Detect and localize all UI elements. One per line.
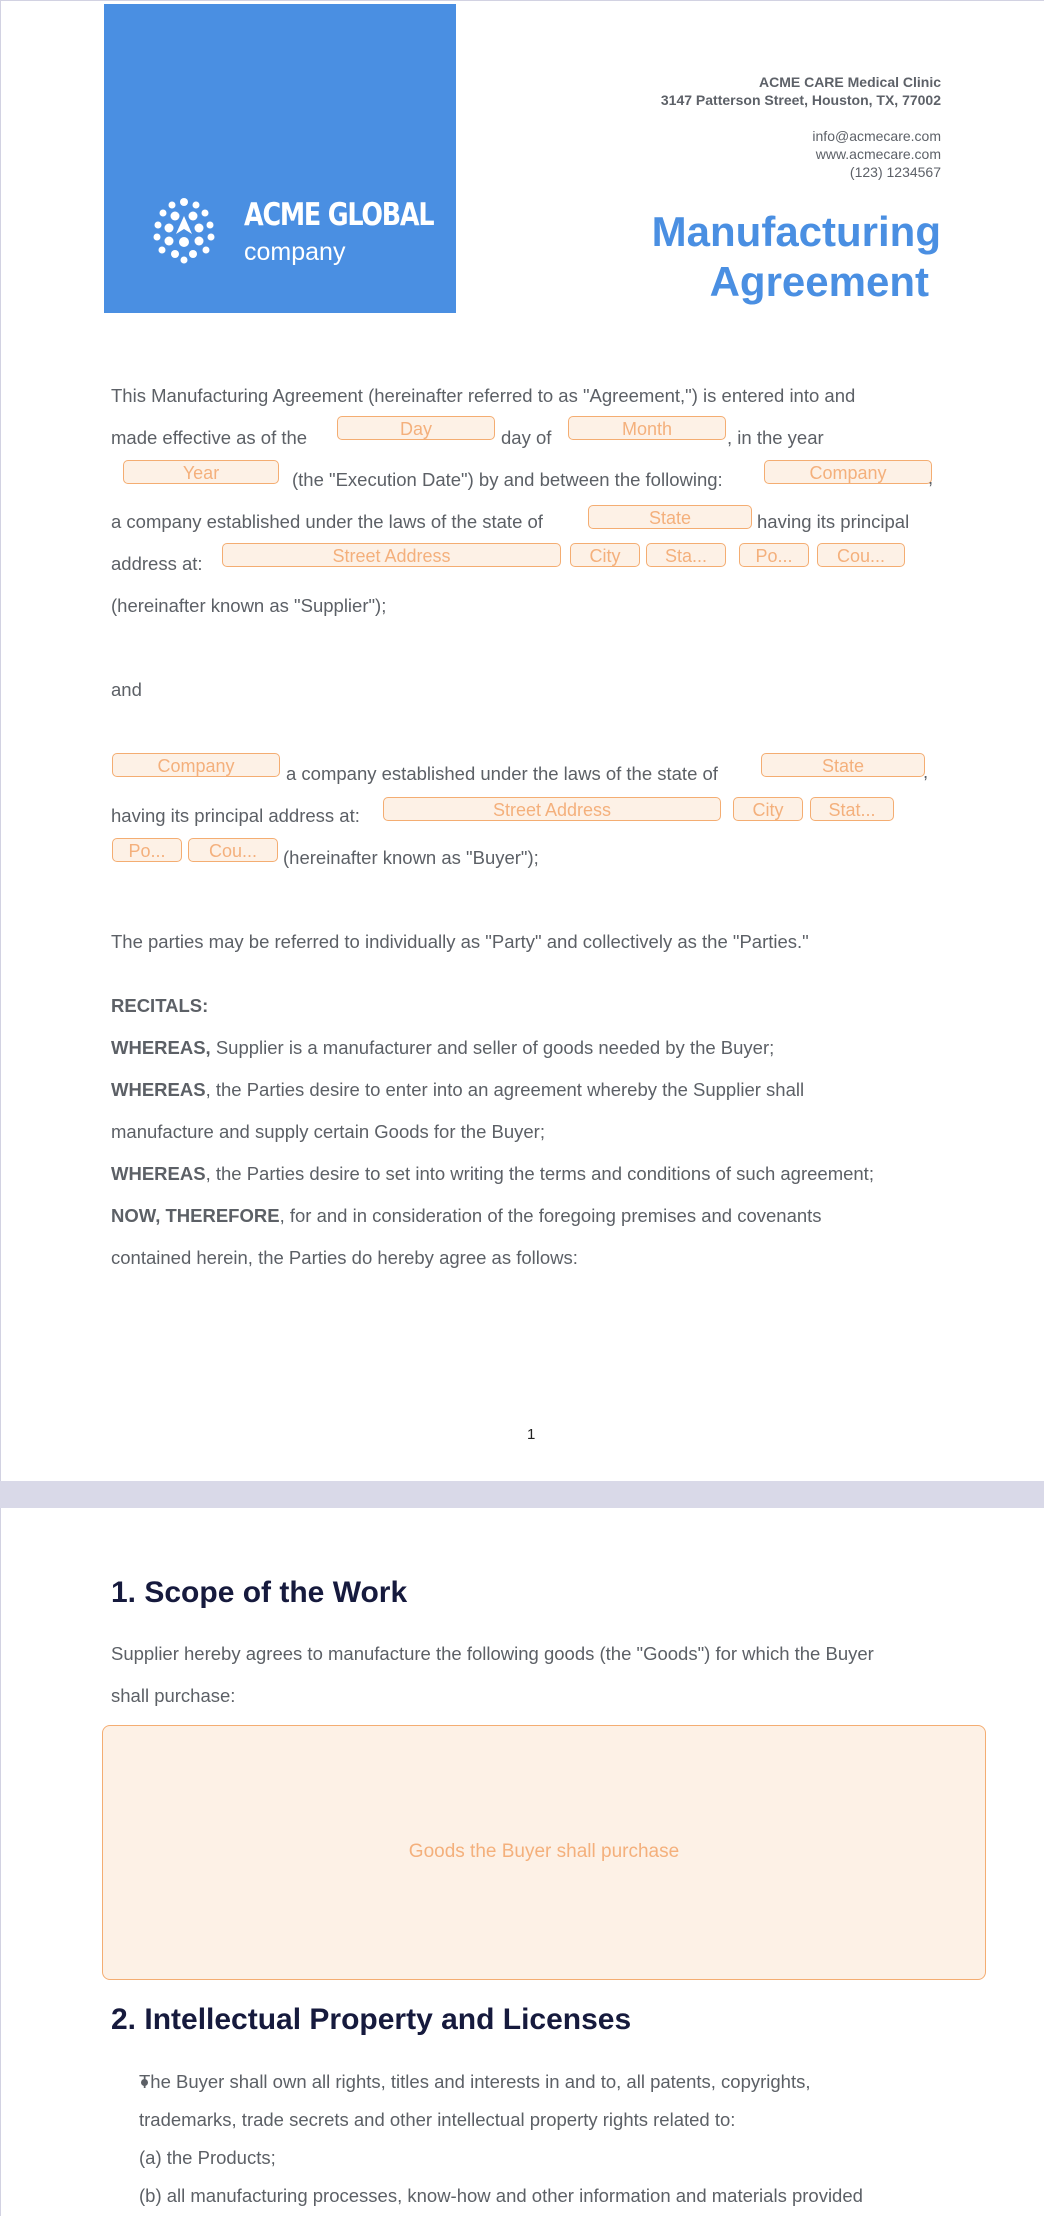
clinic-name: ACME CARE Medical Clinic [758, 74, 941, 90]
recital-now-text: , for and in consideration of the foregoing premises and covenants [279, 1205, 822, 1226]
buyer-line-3a: (hereinafter known as "Buyer"); [283, 847, 539, 868]
parties-text: The parties may be referred to individually as "Party" and collectively as the "Parties." [111, 931, 809, 952]
recital-now-sep: , [155, 1205, 166, 1226]
buyer-country-field[interactable]: Cou... [188, 838, 278, 862]
contact-website[interactable]: www.acmecare.com [815, 146, 941, 162]
title-line-1: Manufacturing [651, 208, 941, 255]
intro-line-1: This Manufacturing Agreement (hereinafter referred to as "Agreement,") is entered into and [111, 385, 856, 406]
recital-now-cont: contained herein, the Parties do hereby agree as follows: [111, 1247, 578, 1268]
brand-name: ACME GLOBAL [244, 197, 434, 233]
recital-3-lead: WHEREAS [111, 1163, 206, 1184]
recital-2-text: , the Parties desire to enter into an agreement whereby the Supplier shall [205, 1079, 805, 1100]
intro-line-2a: made effective as of the [111, 427, 308, 448]
supplier-state-short-field[interactable]: Sta... [646, 543, 726, 567]
intro-line-3b: , [928, 467, 934, 488]
buyer-city-field[interactable]: City [733, 797, 803, 821]
month-field[interactable]: Month [568, 416, 726, 440]
goods-textarea[interactable] [102, 1725, 986, 1980]
recital-1 [111, 1037, 774, 1059]
clinic-address: 3147 Patterson Street, Houston, TX, 77002 [660, 92, 941, 108]
brand-block [104, 4, 456, 313]
buyer-postal-field[interactable]: Po... [112, 838, 182, 862]
section-2-bullet-1-cont: trademarks, trade secrets and other intellectual property rights related to: [139, 2109, 736, 2130]
intro-line-5a: address at: [111, 553, 203, 574]
buyer-state-field[interactable]: State [761, 753, 925, 777]
buyer-company-field[interactable]: Company [112, 753, 280, 777]
recitals-heading: RECITALS: [111, 995, 209, 1016]
section-2-bullet-1: The Buyer shall own all rights, titles and interests in and to, all patents, copyrights, [139, 2071, 811, 2092]
buyer-street-field[interactable]: Street Address [383, 797, 721, 821]
section-1-text-1: Supplier hereby agrees to manufacture the following goods (the "Goods") for which the Buyer [111, 1643, 874, 1664]
recital-now [111, 1205, 822, 1227]
contact-phone: (123) 1234567 [849, 164, 941, 180]
recital-1-lead: WHEREAS, [111, 1037, 211, 1058]
supplier-city-field[interactable]: City [570, 543, 640, 567]
intro-line-6: (hereinafter known as "Supplier"); [111, 595, 387, 616]
document-page-2 [0, 1508, 1044, 2216]
contact-email[interactable]: info@acmecare.com [812, 128, 941, 144]
recital-1-text: Supplier is a manufacturer and seller of goods needed by the Buyer; [210, 1037, 775, 1058]
supplier-street-field[interactable]: Street Address [222, 543, 561, 567]
section-2-item-a: (a) the Products; [139, 2147, 276, 2168]
section-2-item-b: (b) all manufacturing processes, know-how and other information and materials provided [139, 2185, 863, 2206]
recital-3-text: , the Parties desire to set into writing the terms and conditions of such agreement; [205, 1163, 874, 1184]
brand-subtitle: company [244, 238, 346, 266]
buyer-line-1a: a company established under the laws of the state of [286, 763, 718, 784]
intro-line-2c: , in the year [727, 427, 824, 448]
and-text: and [111, 679, 142, 700]
recital-2 [111, 1079, 804, 1101]
section-2-heading: 2. Intellectual Property and Licenses [111, 2003, 632, 2036]
intro-line-4a: a company established under the laws of the state of [111, 511, 543, 532]
supplier-postal-field[interactable]: Po... [739, 543, 809, 567]
year-field[interactable]: Year [123, 460, 279, 484]
recital-therefore-lead: THEREFORE [165, 1205, 280, 1226]
page-number: 1 [527, 1426, 536, 1443]
buyer-line-2a: having its principal address at: [111, 805, 360, 826]
recital-2-cont: manufacture and supply certain Goods for the Buyer; [111, 1121, 545, 1142]
intro-line-2b: day of [501, 427, 552, 448]
section-1-text-2: shall purchase: [111, 1685, 236, 1706]
recital-2-lead: WHEREAS [111, 1079, 206, 1100]
day-field[interactable]: Day [337, 416, 495, 440]
supplier-company-field[interactable]: Company [764, 460, 932, 484]
title-line-2: Agreement [709, 258, 929, 305]
recital-now-lead: NOW [111, 1205, 156, 1226]
recital-3 [111, 1163, 874, 1185]
intro-line-3a: (the "Execution Date") by and between the following: [292, 469, 723, 490]
buyer-state-short-field[interactable]: Stat... [810, 797, 894, 821]
globe-logo-icon [148, 194, 220, 266]
section-1-heading: 1. Scope of the Work [111, 1576, 408, 1609]
goods-placeholder: Goods the Buyer shall purchase [408, 1841, 680, 1862]
supplier-state-field[interactable]: State [588, 505, 752, 529]
document-title [652, 207, 941, 307]
intro-line-4b: having its principal [757, 511, 910, 532]
buyer-line-1b: , [923, 761, 929, 782]
supplier-country-field[interactable]: Cou... [817, 543, 905, 567]
